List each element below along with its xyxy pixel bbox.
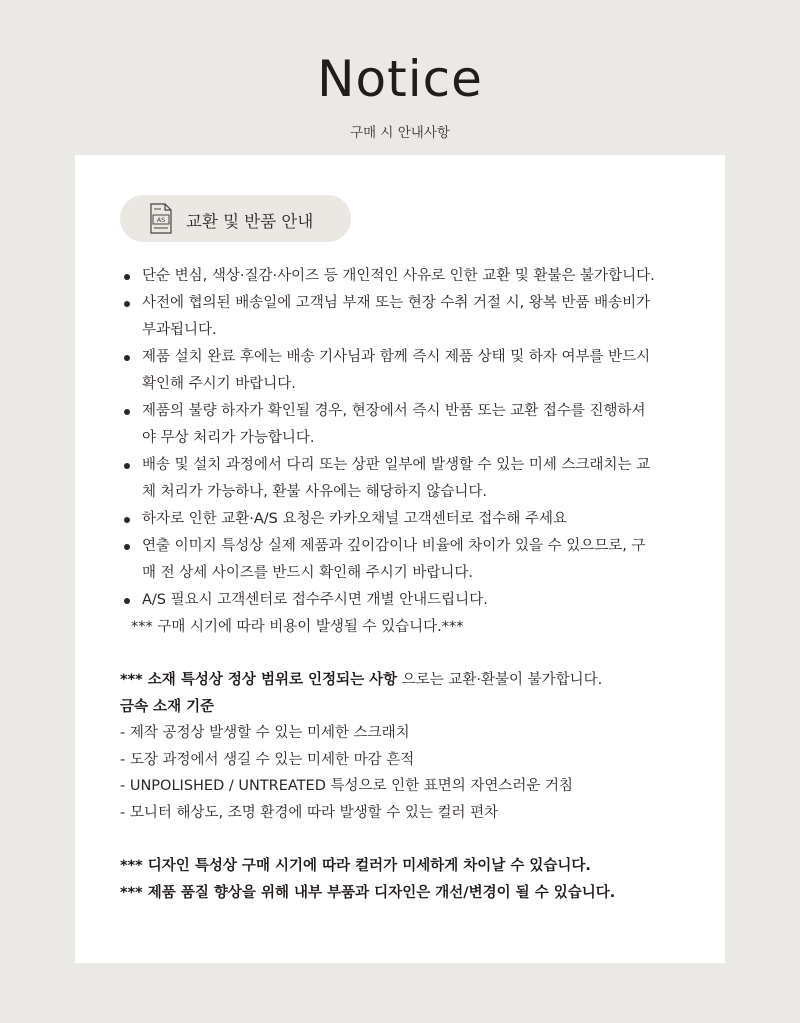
- list-item: 배송 및 설치 과정에서 다리 또는 상판 일부에 발생할 수 있는 미세 스크래치는 교 체 처리가 가능하나, 환불 사유에는 해당하지 않습니다.: [120, 452, 680, 506]
- list-item: 단순 변심, 색상·질감·사이즈 등 개인적인 사유로 인한 교환 및 환불은 불가합니다.: [120, 263, 680, 290]
- material-item: - UNPOLISHED / UNTREATED 특성으로 인한 표면의 자연스러운 거침: [120, 778, 574, 794]
- cost-note: *** 구매 시기에 따라 비용이 발생될 수 있습니다.***: [131, 619, 464, 635]
- material-item: - 도장 과정에서 생길 수 있는 미세한 마감 흔적: [120, 751, 415, 768]
- list-item: A/S 필요시 고객센터로 접수주시면 개별 안내드립니다.: [120, 587, 680, 614]
- material-notice-rest: 으로는 교환·환불이 불가합니다.: [397, 672, 603, 688]
- closing-note: *** 디자인 특성상 구매 시기에 따라 컬러가 미세하게 차이날 수 있습니다.: [120, 858, 591, 874]
- as-icon-text: AS: [156, 216, 166, 224]
- bullet-list: [120, 263, 680, 614]
- material-notice: [120, 667, 700, 694]
- material-notice-strong: *** 소재 특성상 정상 범위로 인정되는 사항: [120, 672, 398, 688]
- list-item: 사전에 협의된 배송일에 고객님 부재 또는 현장 수취 거절 시, 왕복 반품 배송비가 부과됩니다.: [120, 290, 680, 344]
- material-heading: 금속 소재 기준: [120, 698, 215, 715]
- list-item: 연출 이미지 특성상 실제 제품과 깊이감이나 비율에 차이가 있을 수 있으므로, 구 매 전 상세 사이즈를 반드시 확인해 주시기 바랍니다.: [120, 533, 680, 587]
- closing-note: *** 제품 품질 향상을 위해 내부 부품과 디자인은 개선/변경이 될 수 있습니다.: [120, 884, 616, 901]
- notice-card: [75, 155, 725, 963]
- material-item: - 제작 공정상 발생할 수 있는 미세한 스크래치: [120, 725, 410, 741]
- list-item: 하자로 인한 교환·A/S 요청은 카카오채널 고객센터로 접수해 주세요: [120, 506, 680, 533]
- material-section: [120, 667, 700, 906]
- material-item: - 모니터 해상도, 조명 환경에 따라 발생할 수 있는 컬러 편차: [120, 804, 499, 821]
- section-title: 교환 및 반품 안내: [186, 212, 314, 231]
- as-document-icon: [149, 203, 173, 234]
- page-title: Notice: [317, 50, 483, 108]
- list-item: 제품의 불량 하자가 확인될 경우, 현장에서 즉시 반품 또는 교환 접수를 진행하셔 야 무상 처리가 가능합니다.: [120, 398, 680, 452]
- section-header-pill: [120, 195, 351, 242]
- list-item: 제품 설치 완료 후에는 배송 기사님과 함께 즉시 제품 상태 및 하자 여부를 반드시 확인해 주시기 바랍니다.: [120, 344, 680, 398]
- page-subtitle: 구매 시 안내사항: [350, 125, 450, 141]
